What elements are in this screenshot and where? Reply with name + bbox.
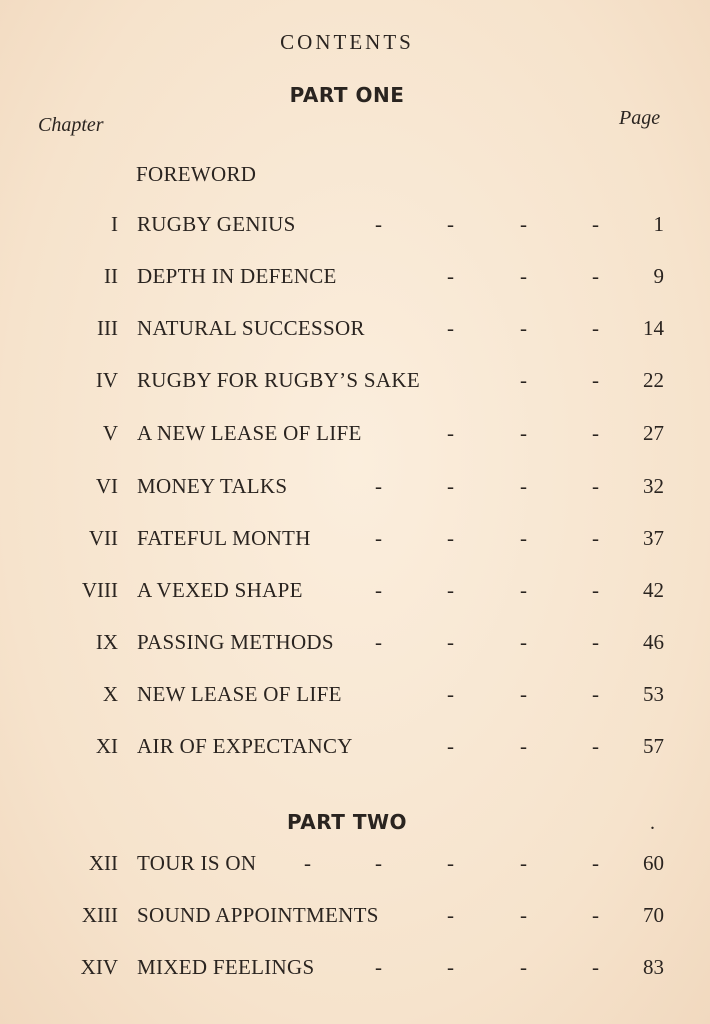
leader-dash: - bbox=[592, 578, 599, 602]
chapter-title: MIXED FEELINGS bbox=[137, 955, 315, 979]
leader-dash: - bbox=[592, 682, 599, 706]
leader-dash: - bbox=[520, 903, 527, 927]
chapter-number: V bbox=[102, 421, 118, 445]
page-number: 14 bbox=[643, 316, 664, 340]
leader-dash: - bbox=[520, 851, 527, 875]
toc-row bbox=[0, 474, 710, 504]
part-one-heading: PART ONE bbox=[289, 83, 405, 107]
toc-row bbox=[0, 851, 710, 881]
leader-dash: - bbox=[447, 526, 454, 550]
page-number: 70 bbox=[643, 903, 664, 927]
leader-dash: - bbox=[592, 630, 599, 654]
page-number: 22 bbox=[643, 368, 664, 392]
chapter-number: XI bbox=[95, 734, 118, 758]
page-number: 46 bbox=[643, 630, 664, 654]
toc-row bbox=[0, 955, 710, 985]
leader-dash: - bbox=[592, 474, 599, 498]
chapter-title: RUGBY GENIUS bbox=[137, 212, 296, 236]
leader-dash: - bbox=[447, 851, 454, 875]
chapter-number: VI bbox=[95, 474, 118, 498]
chapter-number: VII bbox=[88, 526, 118, 550]
chapter-number: XIII bbox=[81, 903, 118, 927]
toc-row bbox=[0, 734, 710, 764]
leader-dash: - bbox=[592, 264, 599, 288]
leader-dash: - bbox=[592, 955, 599, 979]
leader-dash: - bbox=[592, 903, 599, 927]
contents-heading: CONTENTS bbox=[280, 30, 414, 54]
toc-row bbox=[0, 212, 710, 242]
leader-dash: - bbox=[520, 955, 527, 979]
toc-row bbox=[0, 903, 710, 933]
page-number: 42 bbox=[643, 578, 664, 602]
chapter-number: VIII bbox=[81, 578, 118, 602]
chapter-title: TOUR IS ON bbox=[137, 851, 257, 875]
chapter-number: X bbox=[102, 682, 118, 706]
chapter-title: FATEFUL MONTH bbox=[137, 526, 311, 550]
leader-dash: - bbox=[447, 264, 454, 288]
part-two-heading: PART TWO bbox=[286, 810, 408, 834]
chapter-title: MONEY TALKS bbox=[137, 474, 288, 498]
leader-dash: - bbox=[447, 316, 454, 340]
chapter-number: IX bbox=[95, 630, 118, 654]
chapter-title: SOUND APPOINTMENTS bbox=[137, 903, 379, 927]
page-number: 37 bbox=[643, 526, 664, 550]
page-number: 53 bbox=[643, 682, 664, 706]
leader-dash: - bbox=[447, 734, 454, 758]
toc-row bbox=[0, 630, 710, 660]
leader-dash: - bbox=[520, 526, 527, 550]
chapter-title: A VEXED SHAPE bbox=[137, 578, 303, 602]
page-column-label: Page bbox=[619, 107, 661, 129]
page-number: 60 bbox=[643, 851, 664, 875]
leader-dash: - bbox=[592, 526, 599, 550]
leader-dash: - bbox=[375, 578, 382, 602]
chapter-title: RUGBY FOR RUGBY’S SAKE bbox=[137, 368, 420, 392]
leader-dash: - bbox=[447, 903, 454, 927]
page-number: 9 bbox=[653, 264, 664, 288]
toc-row bbox=[0, 682, 710, 712]
chapter-number: IV bbox=[95, 368, 118, 392]
leader-dash: - bbox=[520, 264, 527, 288]
leader-dash: - bbox=[520, 421, 527, 445]
stray-mark: . bbox=[650, 812, 655, 834]
leader-dash: - bbox=[592, 368, 599, 392]
leader-dash: - bbox=[447, 474, 454, 498]
leader-dash: - bbox=[592, 734, 599, 758]
chapter-number: I bbox=[111, 212, 118, 236]
page-number: 1 bbox=[653, 212, 664, 236]
leader-dash: - bbox=[375, 212, 382, 236]
chapter-number: XII bbox=[88, 851, 118, 875]
leader-dash: - bbox=[447, 578, 454, 602]
page-number: 27 bbox=[643, 421, 664, 445]
leader-dash: - bbox=[592, 421, 599, 445]
leader-dash: - bbox=[592, 316, 599, 340]
chapter-column-label: Chapter bbox=[38, 114, 104, 136]
page-number: 32 bbox=[643, 474, 664, 498]
toc-row bbox=[0, 264, 710, 294]
chapter-number: II bbox=[104, 264, 118, 288]
chapter-title: A NEW LEASE OF LIFE bbox=[137, 421, 362, 445]
toc-row bbox=[0, 421, 710, 451]
chapter-title: NEW LEASE OF LIFE bbox=[137, 682, 342, 706]
leader-dash: - bbox=[447, 421, 454, 445]
foreword-entry: FOREWORD bbox=[136, 162, 257, 186]
toc-row bbox=[0, 368, 710, 398]
leader-dash: - bbox=[375, 474, 382, 498]
page-number: 57 bbox=[643, 734, 664, 758]
leader-dash: - bbox=[520, 316, 527, 340]
chapter-number: III bbox=[97, 316, 118, 340]
page-number: 83 bbox=[643, 955, 664, 979]
leader-dash: - bbox=[520, 368, 527, 392]
leader-dash: - bbox=[520, 578, 527, 602]
toc-row bbox=[0, 316, 710, 346]
leader-dash: - bbox=[520, 212, 527, 236]
leader-dash: - bbox=[447, 212, 454, 236]
chapter-title: NATURAL SUCCESSOR bbox=[137, 316, 365, 340]
leader-dash: - bbox=[520, 734, 527, 758]
leader-dash: - bbox=[592, 212, 599, 236]
leader-dash: - bbox=[375, 630, 382, 654]
toc-row bbox=[0, 526, 710, 556]
chapter-number: XIV bbox=[80, 955, 118, 979]
leader-dash: - bbox=[447, 955, 454, 979]
leader-dash: - bbox=[304, 851, 311, 875]
leader-dash: - bbox=[592, 851, 599, 875]
leader-dash: - bbox=[375, 851, 382, 875]
leader-dash: - bbox=[520, 630, 527, 654]
chapter-title: DEPTH IN DEFENCE bbox=[137, 264, 337, 288]
leader-dash: - bbox=[520, 474, 527, 498]
chapter-title: PASSING METHODS bbox=[137, 630, 334, 654]
chapter-title: AIR OF EXPECTANCY bbox=[137, 734, 353, 758]
toc-row bbox=[0, 578, 710, 608]
leader-dash: - bbox=[447, 682, 454, 706]
leader-dash: - bbox=[520, 682, 527, 706]
leader-dash: - bbox=[447, 630, 454, 654]
leader-dash: - bbox=[375, 955, 382, 979]
leader-dash: - bbox=[375, 526, 382, 550]
